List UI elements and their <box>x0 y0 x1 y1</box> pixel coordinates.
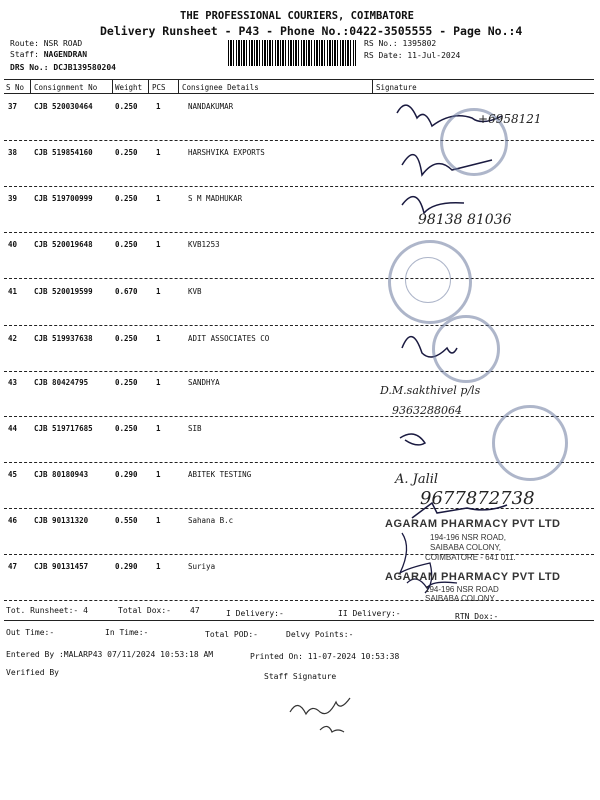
col-sep <box>30 79 31 93</box>
row-consignment: CJB 519854160 <box>34 148 93 157</box>
delvy-points-label: Delvy Points:- <box>286 630 354 639</box>
row-sno: 37 <box>8 102 18 111</box>
agaram-stamp-line2: SAIBABA COLONY <box>425 594 495 603</box>
handwritten-name: A. Jalil <box>395 472 439 487</box>
round-stamp <box>432 315 500 383</box>
staff-name: NAGENDRAN <box>43 50 88 59</box>
row-consignee: ADIT ASSOCIATES CO <box>188 334 270 343</box>
row-consignee: Sahana B.c <box>188 516 234 525</box>
verified-by: Verified By <box>6 668 59 677</box>
col-header-pcs: PCS <box>152 83 166 92</box>
row-pcs: 1 <box>156 424 161 433</box>
round-stamp <box>388 240 472 324</box>
row-sno: 38 <box>8 148 18 157</box>
row-weight: 0.550 <box>115 516 138 525</box>
row-weight: 0.290 <box>115 470 138 479</box>
row-sno: 39 <box>8 194 18 203</box>
footer-rule <box>4 620 594 621</box>
row-sno: 41 <box>8 287 18 296</box>
row-pcs: 1 <box>156 334 161 343</box>
row-consignee: KVB1253 <box>188 240 220 249</box>
row-consignment: CJB 520030464 <box>34 102 93 111</box>
row-weight: 0.250 <box>115 148 138 157</box>
col-header-sno: S No <box>6 83 25 92</box>
row-pcs: 1 <box>156 470 161 479</box>
staff-signature-label: Staff Signature <box>264 672 337 681</box>
agaram-stamp-title: AGARAM PHARMACY PVT LTD <box>385 571 561 583</box>
row-weight: 0.290 <box>115 562 138 571</box>
row-pcs: 1 <box>156 562 161 571</box>
row-consignment: CJB 90131320 <box>34 516 89 525</box>
drs-number: DRS No.: DCJB139580204 <box>10 63 116 72</box>
row-consignment: CJB 520019648 <box>34 240 93 249</box>
agaram-stamp-line1: 194-196 NSR ROAD, <box>430 533 507 542</box>
tot-runsheet: Tot. Runsheet:- 4 <box>6 606 88 615</box>
row-consignee: SANDHYA <box>188 378 220 387</box>
staff-signature-scribble <box>280 682 370 742</box>
row-weight: 0.250 <box>115 334 138 343</box>
row-consignee: ABITEK TESTING <box>188 470 252 479</box>
row-pcs: 1 <box>156 287 161 296</box>
row-consignee: HARSHVIKA EXPORTS <box>188 148 265 157</box>
stamp-inner-ring <box>405 257 451 303</box>
total-pod-label: Total POD:- <box>205 630 258 639</box>
row-sno: 43 <box>8 378 18 387</box>
agaram-stamp-line3: COIMBATORE - 641 011. <box>425 553 516 562</box>
rs-date: RS Date: 11-Jul-2024 <box>364 51 461 60</box>
row-consignment: CJB 519700999 <box>34 194 93 203</box>
row-pcs: 1 <box>156 148 161 157</box>
col-sep <box>112 79 113 93</box>
row-consignee: NANDAKUMAR <box>188 102 234 111</box>
row-consignment: CJB 519717685 <box>34 424 93 433</box>
col-header-weight: Weight <box>115 83 143 92</box>
row-consignment: CJB 80424795 <box>34 378 89 387</box>
entered-by: Entered By :MALARP43 07/11/2024 10:53:18 AM <box>6 650 214 659</box>
row-consignee: SIB <box>188 424 202 433</box>
agaram-stamp-line1: 194-196 NSR ROAD <box>425 585 499 594</box>
total-dox-label: Total Dox:- <box>118 606 171 615</box>
row-weight: 0.250 <box>115 194 138 203</box>
handwritten-phone: 9363288064 <box>392 404 462 417</box>
row-sno: 47 <box>8 562 18 571</box>
total-dox-value: 47 <box>190 606 200 615</box>
table-top-rule <box>4 79 594 80</box>
handwritten-phone: 98138 81036 <box>418 212 512 228</box>
col-header-consignee: Consignee Details <box>182 83 259 92</box>
row-pcs: 1 <box>156 516 161 525</box>
runsheet-title: Delivery Runsheet - P43 - Phone No.:0422-3505555 - Page No.:4 <box>100 24 523 38</box>
col-header-consignment: Consignment No <box>34 83 98 92</box>
row-pcs: 1 <box>156 240 161 249</box>
row-sno: 42 <box>8 334 18 343</box>
col-sep <box>148 79 149 93</box>
row-weight: 0.250 <box>115 102 138 111</box>
row-consignment: CJB 520019599 <box>34 287 93 296</box>
col-sep <box>372 79 373 93</box>
handwritten-phone: 9677872738 <box>420 488 535 509</box>
printed-on: Printed On: 11-07-2024 10:53:38 <box>250 652 400 661</box>
agaram-stamp-title: AGARAM PHARMACY PVT LTD <box>385 518 561 530</box>
staff-line <box>10 50 87 59</box>
row-sno: 45 <box>8 470 18 479</box>
company-title: THE PROFESSIONAL COURIERS, COIMBATORE <box>180 10 414 22</box>
row-pcs: 1 <box>156 102 161 111</box>
row-consignment: CJB 80180943 <box>34 470 89 479</box>
row-weight: 0.670 <box>115 287 138 296</box>
row-pcs: 1 <box>156 194 161 203</box>
row-consignment: CJB 90131457 <box>34 562 89 571</box>
row-sno: 46 <box>8 516 18 525</box>
handwritten-name: D.M.sakthivel p/ls <box>380 384 481 397</box>
row-weight: 0.250 <box>115 240 138 249</box>
row-sno: 44 <box>8 424 18 433</box>
row-sno: 40 <box>8 240 18 249</box>
row-weight: 0.250 <box>115 378 138 387</box>
i-delivery-label: I Delivery:- <box>226 609 284 618</box>
row-consignee: Suriya <box>188 562 216 571</box>
ii-delivery-label: II Delivery:- <box>338 609 401 618</box>
rtn-dox-label: RTN Dox:- <box>455 612 499 621</box>
row-weight: 0.250 <box>115 424 138 433</box>
col-sep <box>178 79 179 93</box>
row-consignee: KVB <box>188 287 202 296</box>
handwritten-phone: +6958121 <box>478 112 542 126</box>
rs-number: RS No.: 1395802 <box>364 39 437 48</box>
round-stamp <box>492 405 568 481</box>
agaram-stamp-line2: SAIBABA COLONY, <box>430 543 501 552</box>
out-time-label: Out Time:- <box>6 628 55 637</box>
in-time-label: In Time:- <box>105 628 149 637</box>
col-header-signature: Signature <box>376 83 417 92</box>
barcode <box>228 40 356 66</box>
row-pcs: 1 <box>156 378 161 387</box>
staff-label: Staff: <box>10 50 44 59</box>
row-consignee: S M MADHUKAR <box>188 194 243 203</box>
route-label: Route: NSR ROAD <box>10 39 83 48</box>
row-consignment: CJB 519937638 <box>34 334 93 343</box>
